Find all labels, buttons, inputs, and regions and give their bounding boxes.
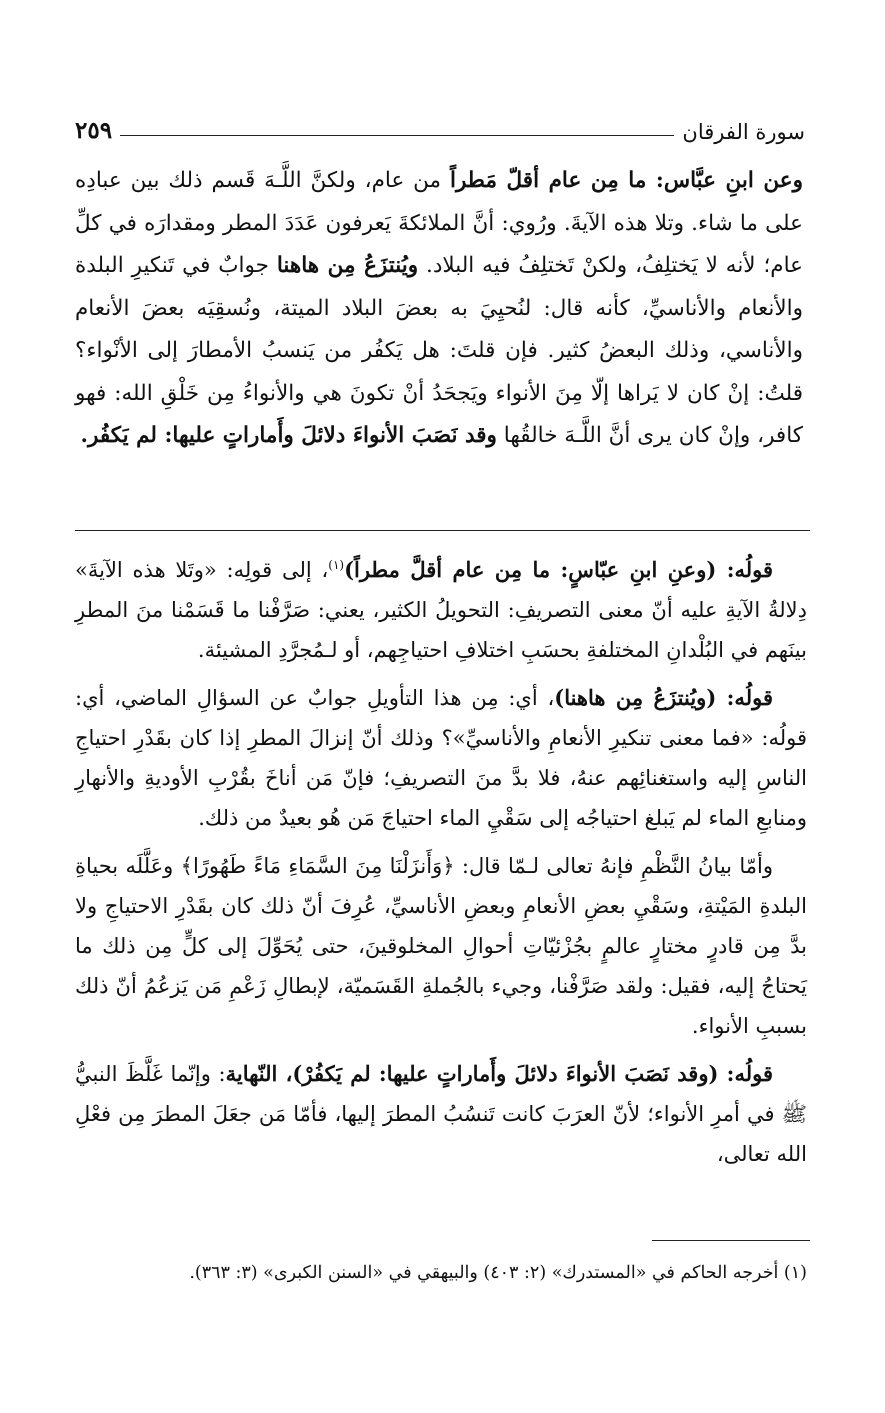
main-text-1: من عام، ولكنَّ اللَّـهَ قَسم ذلك بين عبادِه على ما شاء. وتلا هذه الآيةَ. ورُوي: أنَّ الملائكةَ يَعرفون عَدَدَ المطر ومقدارَه في كلِّ عام؛ لأنه لا يَختلِفُ، ولكنْ تَختلِفُ فيه البلاد. xyxy=(75,168,803,278)
commentary-1-bold: قولُه: (وعنِ ابنِ عبّاسٍ: ما مِن عام أقلَّ مطراً) xyxy=(344,557,773,582)
running-header xyxy=(75,110,805,144)
footnote-rule xyxy=(652,1240,810,1241)
commentary-2-bold: قولُه: (ويُنتزَعُ مِن هاهنا) xyxy=(554,685,773,710)
footnote: (١) أخرجه الحاكم في «المستدرك» (٢: ٤٠٣) والبيهقي في «السنن الكبرى» (٣: ٣٦٣). xyxy=(189,1263,807,1283)
commentary-1-text: ، إلى قولِه: «وتَلا هذه الآيةَ» دِلالةُ الآيةِ عليه أنّ معنى التصريفِ: التحويلُ الكثير، يعني: صَرَّفْنا ما قَسَمْنا منَ المطرِ بينَهم في البُلْدانِ المختلفةِ بحسَبِ اختلافِ احتياجِهم، أو لـمُجرَّدِ المشيئة. xyxy=(75,558,807,662)
footnote-marker[interactable]: (١) xyxy=(328,558,345,572)
header-rule xyxy=(120,135,674,136)
commentary-paragraph-1 xyxy=(75,550,807,670)
commentary-paragraph-3 xyxy=(75,846,807,1046)
commentary xyxy=(75,550,807,1182)
commentary-4-text: : وإنّما غَلَّظَ النبيُّ ﷺ في أمرِ الأنواء؛ لأنّ العرَبَ كانت تَنسُبُ المطرَ إليها، فأمّا مَن جعَلَ المطرَ مِن فعْلِ الله تعالى، xyxy=(75,1062,807,1166)
commentary-4-bold: قولُه: (وقد نَصَبَ الأنواءَ دلائلَ وأَماراتٍ عليها: لم يَكفُرْ)، النّهاية xyxy=(225,1061,773,1086)
main-bold-2: ويُنتزَعُ مِن هاهنا xyxy=(276,253,419,278)
commentary-3-text: وأمّا بيانُ النَّظْمِ فإنهُ تعالى لـمّا قال: ﴿وَأَنزَلْنَا مِنَ السَّمَاءِ مَاءً طَهُورًا﴾ وعَلَّلَه بحياةِ البلدةِ المَيْتةِ، وسَقْيِ بعضِ الأنعامِ وبعضِ الأناسيِّ، عُرِفَ أنّ ذلك كان بقَدْرِ الاحتياجِ ولا بدَّ مِن قادرٍ مختارٍ عالمٍ بجُزْئيّاتِ أحوالِ المخلوقينَ، حتى يُحَوِّلَ إلى كلٍّ مِن ذلك ما يَحتاجُ إليه، فقيل: ولقد صَرَّفْنا، وجيء بالجُملةِ القَسَميّة، لإبطالِ زَعْمِ مَن يَزعُمُ أنّ ذلك بسببِ الأنواء. xyxy=(75,854,807,1038)
main-text-2: جوابٌ في تَنكيرِ البلدة والأنعام والأناسيِّ، كأنه قال: لنُحيِيَ به بعضَ البلاد الميتة، ونُسقِيَه بعضَ الأنعام والأناسي، وذلك البعضُ كثير. فإن قلتَ: هل يَكفُر من يَنسبُ الأمطارَ إلى الأنْواء؟ قلتُ: إنْ كان لا يَراها إلّا مِنَ الأنواء ويَجحَدُ أنْ تكونَ هي والأنواءُ مِن خَلْقِ الله: فهو كافر، وإنْ كان يرى أنَّ اللَّـهَ خالقُها xyxy=(75,253,803,448)
text-commentary-separator xyxy=(75,530,810,531)
main-paragraph xyxy=(75,160,803,458)
commentary-2-text: ، أي: مِن هذا التأويلِ جوابٌ عن السؤالِ الماضي، أي: قولُه: «فما معنى تنكيرِ الأنعامِ والأناسيِّ»؟ وذلك أنّ إنزالَ المطرِ إذا كان بقَدْرِ احتياجِ الناسِ إليه واستغنائِهم عنهُ، فلا بدَّ منَ التصريفِ؛ فإنّ مَن أناخَ بقُرْبِ الأوديةِ والأنهارِ ومنابعِ الماء لم يَبلغ احتياجُه إلى سَقْيِ الماء احتياجَ مَن هُو بعيدٌ من ذلك. xyxy=(75,686,807,830)
commentary-paragraph-2 xyxy=(75,678,807,838)
main-text xyxy=(75,160,803,458)
commentary-paragraph-4 xyxy=(75,1054,807,1174)
main-bold-3: وقد نَصَبَ الأنواءَ دلائلَ وأَماراتٍ عليها: لم يَكفُر. xyxy=(80,423,497,448)
main-lead-bold: وعن ابنِ عبَّاس: ما مِن عام أقلّ مَطراً xyxy=(449,168,803,193)
page-number: ٢٥٩ xyxy=(75,117,113,144)
surah-title: سورة الفرقان xyxy=(682,120,805,144)
